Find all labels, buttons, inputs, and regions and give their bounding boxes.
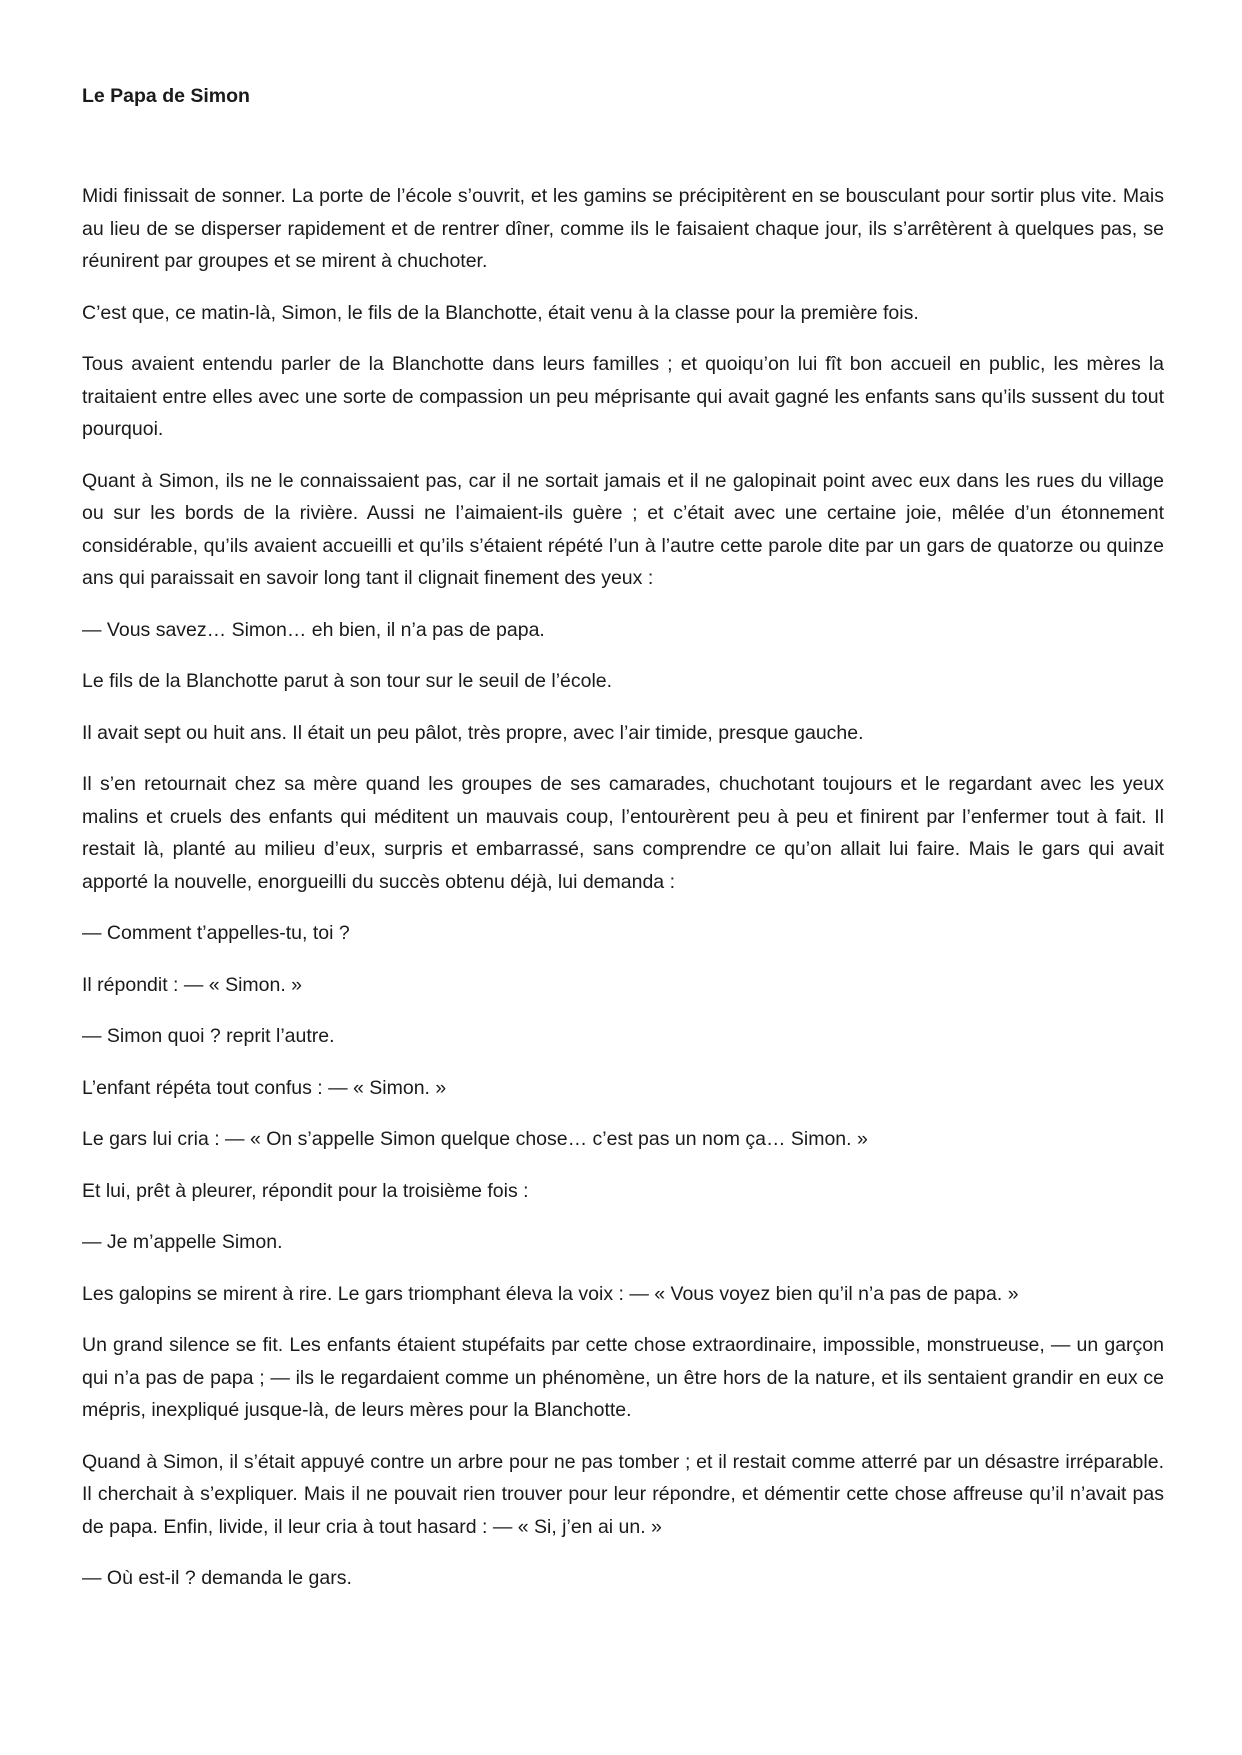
paragraph-8: Il s’en retournait chez sa mère quand les groupes de ses camarades, chuchotant toujours et le regardant avec les yeux malins et cruels des enfants qui méditent un mauvais coup, l’entourèrent peu à peu et finirent par l’enfermer tout à fait. Il restait là, planté au milieu d’eux, surpris et embarrassé, sans comprendre ce qu’on allait lui faire. Mais le gars qui avait apporté la nouvelle, enorgueilli du succès obtenu déjà, lui demanda :: [82, 773, 1164, 893]
paragraph-12: L’enfant répéta tout confus : — « Simon. »: [82, 1076, 447, 1099]
document-body: [82, 180, 1164, 1614]
paragraph-15: — Je m’appelle Simon.: [82, 1231, 283, 1253]
paragraph-7: Il avait sept ou huit ans. Il était un peu pâlot, très propre, avec l’air timide, presque gauche.: [82, 721, 864, 744]
paragraph-11: — Simon quoi ? reprit l’autre.: [82, 1025, 335, 1047]
paragraph-19: — Où est-il ? demanda le gars.: [82, 1567, 352, 1589]
paragraph-10: Il répondit : — « Simon. »: [82, 973, 303, 996]
paragraph-4: Quant à Simon, ils ne le connaissaient pas, car il ne sortait jamais et il ne galopinait point avec eux dans les rues du village ou sur les bords de la rivière. Aussi ne l’aimaient-ils guère ; et c’était avec une certaine joie, mêlée d’un étonnement considérable, qu’ils avaient accueilli et qu’ils s’étaient répété l’un à l’autre cette parole dite par un gars de quatorze ou quinze ans qui paraissait en savoir long tant il clignait finement des yeux :: [82, 469, 1164, 589]
paragraph-17: Un grand silence se fit. Les enfants étaient stupéfaits par cette chose extraordinaire, impossible, monstrueuse, — un garçon qui n’a pas de papa ; — ils le regardaient comme un phénomène, un être hors de la nature, et ils sentaient grandir en eux ce mépris, inexpliqué jusque-là, de leurs mères pour la Blanchotte.: [82, 1334, 1164, 1421]
paragraph-16: Les galopins se mirent à rire. Le gars triomphant éleva la voix : — « Vous voyez bien qu’il n’a pas de papa. »: [82, 1282, 1019, 1305]
paragraph-9: — Comment t’appelles-tu, toi ?: [82, 922, 350, 944]
paragraph-13: Le gars lui cria : — « On s’appelle Simon quelque chose… c’est pas un nom ça… Simon. »: [82, 1128, 868, 1150]
paragraph-3: Tous avaient entendu parler de la Blanchotte dans leurs familles ; et quoiqu’on lui fît bon accueil en public, les mères la traitaient entre elles avec une sorte de compassion un peu méprisante qui avait gagné les enfants sans qu’ils sussent du tout pourquoi.: [82, 353, 1164, 440]
document-title: Le Papa de Simon: [82, 85, 250, 107]
paragraph-14: Et lui, prêt à pleurer, répondit pour la troisième fois :: [82, 1179, 529, 1202]
paragraph-1: Midi finissait de sonner. La porte de l’école s’ouvrit, et les gamins se précipitèrent en se bousculant pour sortir plus vite. Mais au lieu de se disperser rapidement et de rentrer dîner, comme ils le faisaient chaque jour, ils s’arrêtèrent à quelques pas, se réunirent par groupes et se mirent à chuchoter.: [82, 185, 1164, 272]
paragraph-6: Le fils de la Blanchotte parut à son tour sur le seuil de l’école.: [82, 670, 613, 692]
paragraph-2: C’est que, ce matin-là, Simon, le fils de la Blanchotte, était venu à la classe pour la première fois.: [82, 301, 919, 324]
paragraph-5: — Vous savez… Simon… eh bien, il n’a pas de papa.: [82, 618, 545, 641]
paragraph-18: Quand à Simon, il s’était appuyé contre un arbre pour ne pas tomber ; et il restait comme atterré par un désastre irréparable. Il cherchait à s’expliquer. Mais il ne pouvait rien trouver pour leur répondre, et démentir cette chose affreuse qu’il n’avait pas de papa. Enfin, livide, il leur cria à tout hasard : — « Si, j’en ai un. »: [82, 1450, 1164, 1538]
